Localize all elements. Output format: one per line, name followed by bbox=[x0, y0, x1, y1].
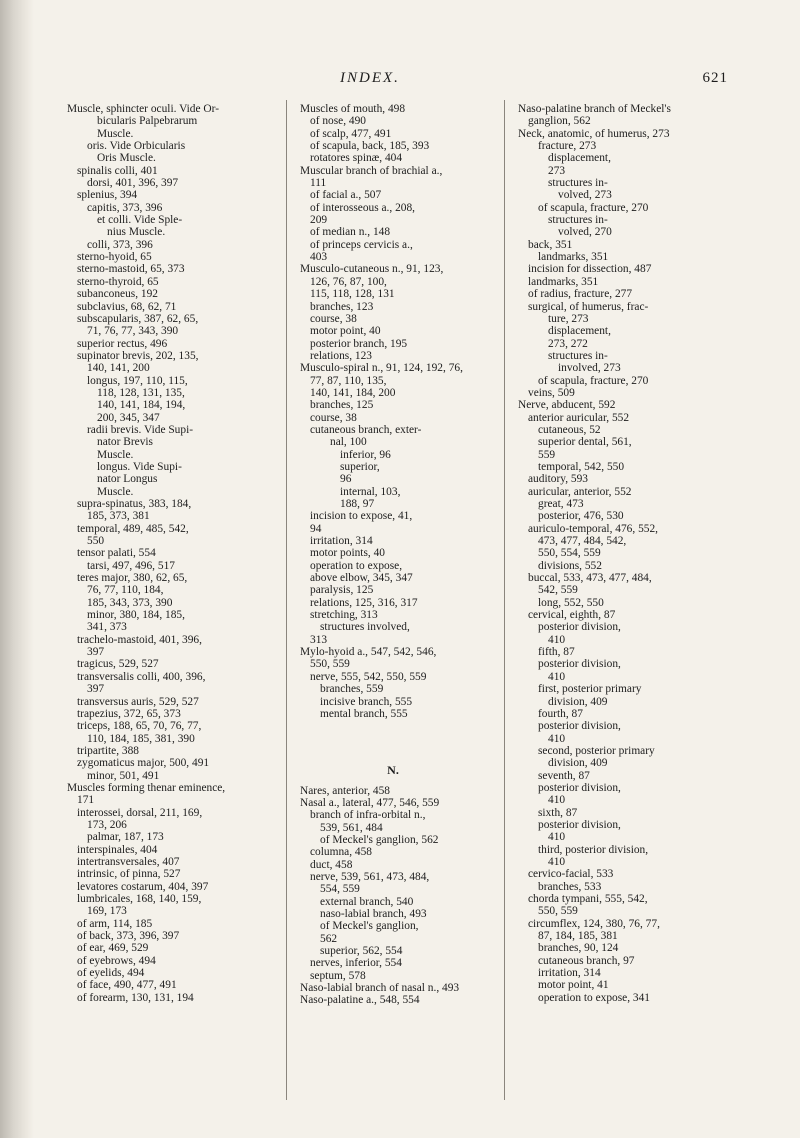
index-entry: divisions, 552 bbox=[538, 559, 602, 572]
index-entry: incision to expose, 41, bbox=[310, 510, 413, 523]
index-entry: posterior branch, 195 bbox=[310, 337, 408, 350]
index-entry: Nares, anterior, 458 bbox=[300, 784, 391, 797]
index-entry: 410 bbox=[548, 670, 566, 683]
index-entry: oris. Vide Orbicularis bbox=[87, 140, 186, 153]
index-entry: structures in- bbox=[548, 214, 608, 227]
index-entry: 410 bbox=[548, 831, 566, 844]
index-entry: nerves, inferior, 554 bbox=[310, 957, 402, 970]
spacer bbox=[300, 730, 486, 740]
column-divider-2 bbox=[504, 100, 505, 1100]
index-entry: fracture, 273 bbox=[538, 140, 597, 153]
index-entry: 110, 184, 185, 381, 390 bbox=[87, 732, 195, 745]
index-entry: naso-labial branch, 493 bbox=[320, 907, 427, 920]
index-entry: sterno-mastoid, 65, 373 bbox=[77, 263, 185, 276]
index-entry: auditory, 593 bbox=[528, 473, 589, 486]
index-entry: tragicus, 529, 527 bbox=[77, 658, 159, 671]
index-entry: surgical, of humerus, frac- bbox=[528, 300, 649, 313]
index-entry: Musculo-cutaneous n., 91, 123, bbox=[300, 263, 444, 276]
index-entry: radii brevis. Vide Supi- bbox=[87, 423, 194, 436]
index-entry: 140, 141, 184, 194, bbox=[97, 399, 186, 412]
index-entry: landmarks, 351 bbox=[528, 275, 599, 288]
index-entry: subclavius, 68, 62, 71 bbox=[77, 300, 177, 313]
index-entry: circumflex, 124, 380, 76, 77, bbox=[528, 917, 660, 930]
index-entry: veins, 509 bbox=[528, 386, 575, 399]
index-entry: 94 bbox=[310, 522, 322, 535]
index-entry: of scalp, 477, 491 bbox=[310, 127, 392, 140]
index-entry: 403 bbox=[310, 251, 328, 264]
index-entry: 410 bbox=[548, 633, 566, 646]
index-entry: sterno-hyoid, 65 bbox=[77, 251, 152, 264]
index-entry: colli, 373, 396 bbox=[87, 238, 153, 251]
index-entry: 118, 128, 131, 135, bbox=[97, 386, 185, 399]
index-entry: third, posterior division, bbox=[538, 843, 649, 856]
index-entry: anterior auricular, 552 bbox=[528, 411, 630, 424]
index-entry: nator Longus bbox=[97, 473, 158, 486]
index-entry: superior, bbox=[340, 460, 380, 473]
index-entry: Naso-palatine branch of Meckel's bbox=[518, 103, 671, 115]
index-entry: palmar, 187, 173 bbox=[87, 831, 164, 844]
index-entry: Muscles of mouth, 498 bbox=[300, 103, 406, 115]
index-entry: septum, 578 bbox=[310, 969, 366, 982]
index-entry: seventh, 87 bbox=[538, 769, 590, 782]
index-entry: 76, 77, 110, 184, bbox=[87, 584, 164, 597]
index-entry: columna, 458 bbox=[310, 846, 373, 859]
index-entry: irritation, 314 bbox=[538, 967, 601, 980]
index-entry: nerve, 555, 542, 550, 559 bbox=[310, 670, 427, 683]
index-entry: operation to expose, bbox=[310, 559, 403, 572]
index-entry: 185, 343, 373, 390 bbox=[87, 596, 173, 609]
index-entry: of face, 490, 477, 491 bbox=[77, 979, 177, 992]
index-entry: triceps, 188, 65, 70, 76, 77, bbox=[77, 720, 202, 733]
index-entry: trapezius, 372, 65, 373 bbox=[77, 707, 181, 720]
index-entry: Oris Muscle. bbox=[97, 152, 156, 165]
index-entry: 169, 173 bbox=[87, 905, 127, 918]
index-entry: ganglion, 562 bbox=[528, 115, 591, 128]
index-entry: cutaneous branch, exter- bbox=[310, 423, 422, 436]
index-entry: 188, 97 bbox=[340, 498, 375, 510]
index-entry: operation to expose, 341 bbox=[538, 991, 650, 1004]
index-entry: division, 409 bbox=[548, 695, 608, 708]
index-entry: 111 bbox=[310, 177, 327, 190]
index-entry: second, posterior primary bbox=[538, 744, 655, 757]
index-column-3 bbox=[518, 103, 702, 1004]
index-entry: 209 bbox=[310, 214, 328, 227]
index-entry: branch of infra-orbital n., bbox=[310, 809, 426, 822]
index-entry: 185, 373, 381 bbox=[87, 510, 150, 523]
index-entry: 397 bbox=[87, 683, 105, 696]
page-number: 621 bbox=[702, 70, 728, 86]
index-entry: posterior division, bbox=[538, 621, 621, 634]
index-entry: transversalis colli, 400, 396, bbox=[77, 670, 206, 683]
index-entry: duct, 458 bbox=[310, 858, 353, 871]
index-entry: Nasal a., lateral, 477, 546, 559 bbox=[300, 796, 440, 809]
index-entry: of arm, 114, 185 bbox=[77, 917, 153, 930]
index-entry: incision for dissection, 487 bbox=[528, 263, 652, 276]
index-entry: irritation, 314 bbox=[310, 535, 373, 548]
index-entry: motor point, 40 bbox=[310, 325, 381, 338]
index-entry: displacement, bbox=[548, 152, 611, 165]
index-column-1 bbox=[67, 103, 280, 1004]
index-entry: 542, 559 bbox=[538, 584, 578, 597]
index-entry: Muscle. bbox=[97, 127, 134, 140]
index-entry: intertransversales, 407 bbox=[77, 855, 180, 868]
index-entry: Muscle, sphincter oculi. Vide Or- bbox=[67, 103, 219, 115]
index-entry: 313 bbox=[310, 633, 328, 646]
index-entry: of ear, 469, 529 bbox=[77, 942, 149, 955]
index-entry: interossei, dorsal, 211, 169, bbox=[77, 806, 203, 819]
index-entry: 473, 477, 484, 542, bbox=[538, 535, 627, 548]
index-entry: Musculo-spiral n., 91, 124, 192, 76, bbox=[300, 362, 463, 375]
index-entry: cutaneous branch, 97 bbox=[538, 954, 635, 967]
index-entry: relations, 125, 316, 317 bbox=[310, 596, 418, 609]
section-letter: N. bbox=[387, 763, 399, 778]
index-entry: motor points, 40 bbox=[310, 547, 385, 560]
index-entry: minor, 501, 491 bbox=[87, 769, 160, 782]
index-entry: above elbow, 345, 347 bbox=[310, 572, 413, 585]
index-entry: Mylo-hyoid a., 547, 542, 546, bbox=[300, 646, 437, 659]
index-entry: of scapula, back, 185, 393 bbox=[310, 140, 430, 153]
index-entry: chorda tympani, 555, 542, bbox=[528, 893, 648, 905]
index-entry: supra-spinatus, 383, 184, bbox=[77, 498, 192, 510]
index-entry: Muscular branch of brachial a., bbox=[300, 164, 443, 177]
index-entry: structures in- bbox=[548, 177, 608, 190]
index-entry: longus. Vide Supi- bbox=[97, 460, 182, 473]
index-entry: 173, 206 bbox=[87, 818, 127, 831]
index-entry: tensor palati, 554 bbox=[77, 547, 156, 560]
index-entry: 96 bbox=[340, 473, 352, 486]
index-entry: internal, 103, bbox=[340, 485, 401, 498]
index-column-2 bbox=[300, 103, 486, 1007]
index-entry: back, 351 bbox=[528, 238, 573, 251]
index-entry: 341, 373 bbox=[87, 621, 127, 634]
index-entry: stretching, 313 bbox=[310, 609, 378, 622]
index-entry: 126, 76, 87, 100, bbox=[310, 275, 387, 288]
index-entry: of Meckel's ganglion, 562 bbox=[320, 833, 439, 846]
index-entry: 550 bbox=[87, 535, 105, 548]
index-entry: nius Muscle. bbox=[107, 226, 166, 239]
index-entry: of radius, fracture, 277 bbox=[528, 288, 633, 301]
index-entry: sixth, 87 bbox=[538, 806, 578, 819]
index-entry: 140, 141, 200 bbox=[87, 362, 150, 375]
index-entry: subanconeus, 192 bbox=[77, 288, 158, 301]
index-entry: branches, 533 bbox=[538, 880, 602, 893]
index-entry: tarsi, 497, 496, 517 bbox=[87, 559, 175, 572]
index-entry: 397 bbox=[87, 646, 105, 659]
index-entry: posterior, 476, 530 bbox=[538, 510, 624, 523]
index-entry: ture, 273 bbox=[548, 312, 589, 325]
index-entry: branches, 125 bbox=[310, 399, 374, 412]
index-entry: branches, 559 bbox=[320, 683, 384, 696]
column-divider-1 bbox=[286, 100, 287, 1100]
index-entry: intrinsic, of pinna, 527 bbox=[77, 868, 181, 881]
index-entry: 140, 141, 184, 200 bbox=[310, 386, 396, 399]
index-entry: of scapula, fracture, 270 bbox=[538, 201, 649, 214]
index-entry: 87, 184, 185, 381 bbox=[538, 930, 618, 943]
index-entry: tripartite, 388 bbox=[77, 744, 139, 757]
index-entry: Muscle. bbox=[97, 485, 134, 498]
index-entry: relations, 123 bbox=[310, 349, 373, 362]
index-entry: nerve, 539, 561, 473, 484, bbox=[310, 870, 430, 883]
index-entry: 71, 76, 77, 343, 390 bbox=[87, 325, 179, 338]
page-binding-shadow bbox=[0, 0, 34, 1138]
spacer bbox=[300, 720, 486, 730]
index-entry: volved, 270 bbox=[558, 226, 612, 239]
spacer bbox=[300, 740, 486, 750]
index-entry: temporal, 542, 550 bbox=[538, 460, 625, 473]
index-entry: fourth, 87 bbox=[538, 707, 583, 720]
index-entry: 273 bbox=[548, 164, 566, 177]
index-entry: spinalis colli, 401 bbox=[77, 164, 158, 177]
index-entry: subscapularis, 387, 62, 65, bbox=[77, 312, 199, 325]
index-entry: landmarks, 351 bbox=[538, 251, 609, 264]
index-entry: incisive branch, 555 bbox=[320, 695, 413, 708]
index-entry: of eyelids, 494 bbox=[77, 967, 145, 980]
index-entry: 550, 559 bbox=[538, 905, 578, 918]
index-entry: 550, 554, 559 bbox=[538, 547, 601, 560]
index-entry: of scapula, fracture, 270 bbox=[538, 374, 649, 387]
index-entry: sterno-thyroid, 65 bbox=[77, 275, 159, 288]
index-entry: Muscles forming thenar eminence, bbox=[67, 781, 226, 794]
index-entry: of median n., 148 bbox=[310, 226, 391, 239]
index-entry: inferior, 96 bbox=[340, 448, 391, 461]
index-entry: 273, 272 bbox=[548, 337, 588, 350]
index-entry: Naso-palatine a., 548, 554 bbox=[300, 994, 420, 1007]
index-entry: 77, 87, 110, 135, bbox=[310, 374, 387, 387]
index-entry: fifth, 87 bbox=[538, 646, 575, 659]
index-entry: cervical, eighth, 87 bbox=[528, 609, 616, 622]
index-entry: zygomaticus major, 500, 491 bbox=[77, 757, 210, 770]
index-entry: course, 38 bbox=[310, 411, 357, 424]
index-entry: 410 bbox=[548, 855, 566, 868]
index-entry: of eyebrows, 494 bbox=[77, 954, 156, 967]
index-entry: posterior division, bbox=[538, 781, 621, 794]
index-entry: paralysis, 125 bbox=[310, 584, 374, 597]
index-entry: longus, 197, 110, 115, bbox=[87, 374, 188, 387]
index-entry: volved, 273 bbox=[558, 189, 612, 202]
index-entry: long, 552, 550 bbox=[538, 596, 604, 609]
index-entry: course, 38 bbox=[310, 312, 357, 325]
index-entry: of forearm, 130, 131, 194 bbox=[77, 991, 194, 1004]
index-entry: great, 473 bbox=[538, 498, 584, 510]
index-entry: Naso-labial branch of nasal n., 493 bbox=[300, 982, 460, 995]
index-entry: posterior division, bbox=[538, 720, 621, 733]
index-entry: posterior division, bbox=[538, 818, 621, 831]
index-entry: involved, 273 bbox=[558, 362, 621, 375]
index-entry: auricular, anterior, 552 bbox=[528, 485, 632, 498]
index-entry: dorsi, 401, 396, 397 bbox=[87, 177, 179, 190]
index-entry: of Meckel's ganglion, bbox=[320, 920, 419, 933]
index-entry: 554, 559 bbox=[320, 883, 360, 896]
index-entry: of interosseous a., 208, bbox=[310, 201, 416, 214]
index-entry: teres major, 380, 62, 65, bbox=[77, 572, 188, 585]
index-entry: trachelo-mastoid, 401, 396, bbox=[77, 633, 202, 646]
index-entry: structures involved, bbox=[320, 621, 410, 634]
index-entry: supinator brevis, 202, 135, bbox=[77, 349, 199, 362]
index-entry: 550, 559 bbox=[310, 658, 350, 671]
index-entry: 410 bbox=[548, 794, 566, 807]
index-entry: 559 bbox=[538, 448, 556, 461]
index-entry: superior, 562, 554 bbox=[320, 945, 403, 957]
index-entry: Neck, anatomic, of humerus, 273 bbox=[518, 127, 670, 140]
index-entry: motor point, 41 bbox=[538, 979, 609, 992]
index-entry: division, 409 bbox=[548, 757, 608, 770]
index-entry: et colli. Vide Sple- bbox=[97, 214, 183, 227]
index-entry: 562 bbox=[320, 932, 338, 945]
index-entry: first, posterior primary bbox=[538, 683, 642, 696]
index-entry: branches, 123 bbox=[310, 300, 374, 313]
index-entry: of back, 373, 396, 397 bbox=[77, 930, 180, 943]
index-entry: posterior division, bbox=[538, 658, 621, 671]
index-entry: minor, 380, 184, 185, bbox=[87, 609, 185, 622]
index-entry: interspinales, 404 bbox=[77, 843, 158, 856]
index-entry: levatores costarum, 404, 397 bbox=[77, 880, 209, 893]
index-entry: external branch, 540 bbox=[320, 895, 414, 908]
index-entry: superior dental, 561, bbox=[538, 436, 632, 449]
index-entry: superior rectus, 496 bbox=[77, 337, 168, 350]
index-entry: of nose, 490 bbox=[310, 115, 366, 128]
index-entry: branches, 90, 124 bbox=[538, 942, 619, 955]
index-entry: temporal, 489, 485, 542, bbox=[77, 522, 189, 535]
index-entry: 410 bbox=[548, 732, 566, 745]
index-entry: nal, 100 bbox=[330, 436, 367, 449]
index-entry: nator Brevis bbox=[97, 436, 153, 449]
index-entry: rotatores spinæ, 404 bbox=[310, 152, 403, 165]
index-entry: bicularis Palpebrarum bbox=[97, 115, 198, 128]
index-entry: buccal, 533, 473, 477, 484, bbox=[528, 572, 652, 585]
index-entry: cutaneous, 52 bbox=[538, 423, 601, 436]
index-entry: of facial a., 507 bbox=[310, 189, 382, 202]
index-entry: 171 bbox=[77, 794, 95, 807]
page-title: INDEX. bbox=[340, 70, 400, 86]
index-entry: mental branch, 555 bbox=[320, 707, 408, 720]
index-entry: of princeps cervicis a., bbox=[310, 238, 413, 251]
index-entry: 115, 118, 128, 131 bbox=[310, 288, 395, 301]
index-entry: Muscle. bbox=[97, 448, 134, 461]
index-entry: displacement, bbox=[548, 325, 611, 338]
index-entry: lumbricales, 168, 140, 159, bbox=[77, 893, 202, 905]
index-entry: Nerve, abducent, 592 bbox=[518, 399, 616, 412]
index-entry: transversus auris, 529, 527 bbox=[77, 695, 199, 708]
index-entry: auriculo-temporal, 476, 552, bbox=[528, 522, 659, 535]
index-entry: splenius, 394 bbox=[77, 189, 138, 202]
index-entry: structures in- bbox=[548, 349, 608, 362]
index-entry: cervico-facial, 533 bbox=[528, 868, 614, 881]
running-head bbox=[0, 70, 800, 92]
index-entry: 200, 345, 347 bbox=[97, 411, 160, 424]
index-entry: capitis, 373, 396 bbox=[87, 201, 163, 214]
index-entry: 539, 561, 484 bbox=[320, 821, 383, 834]
